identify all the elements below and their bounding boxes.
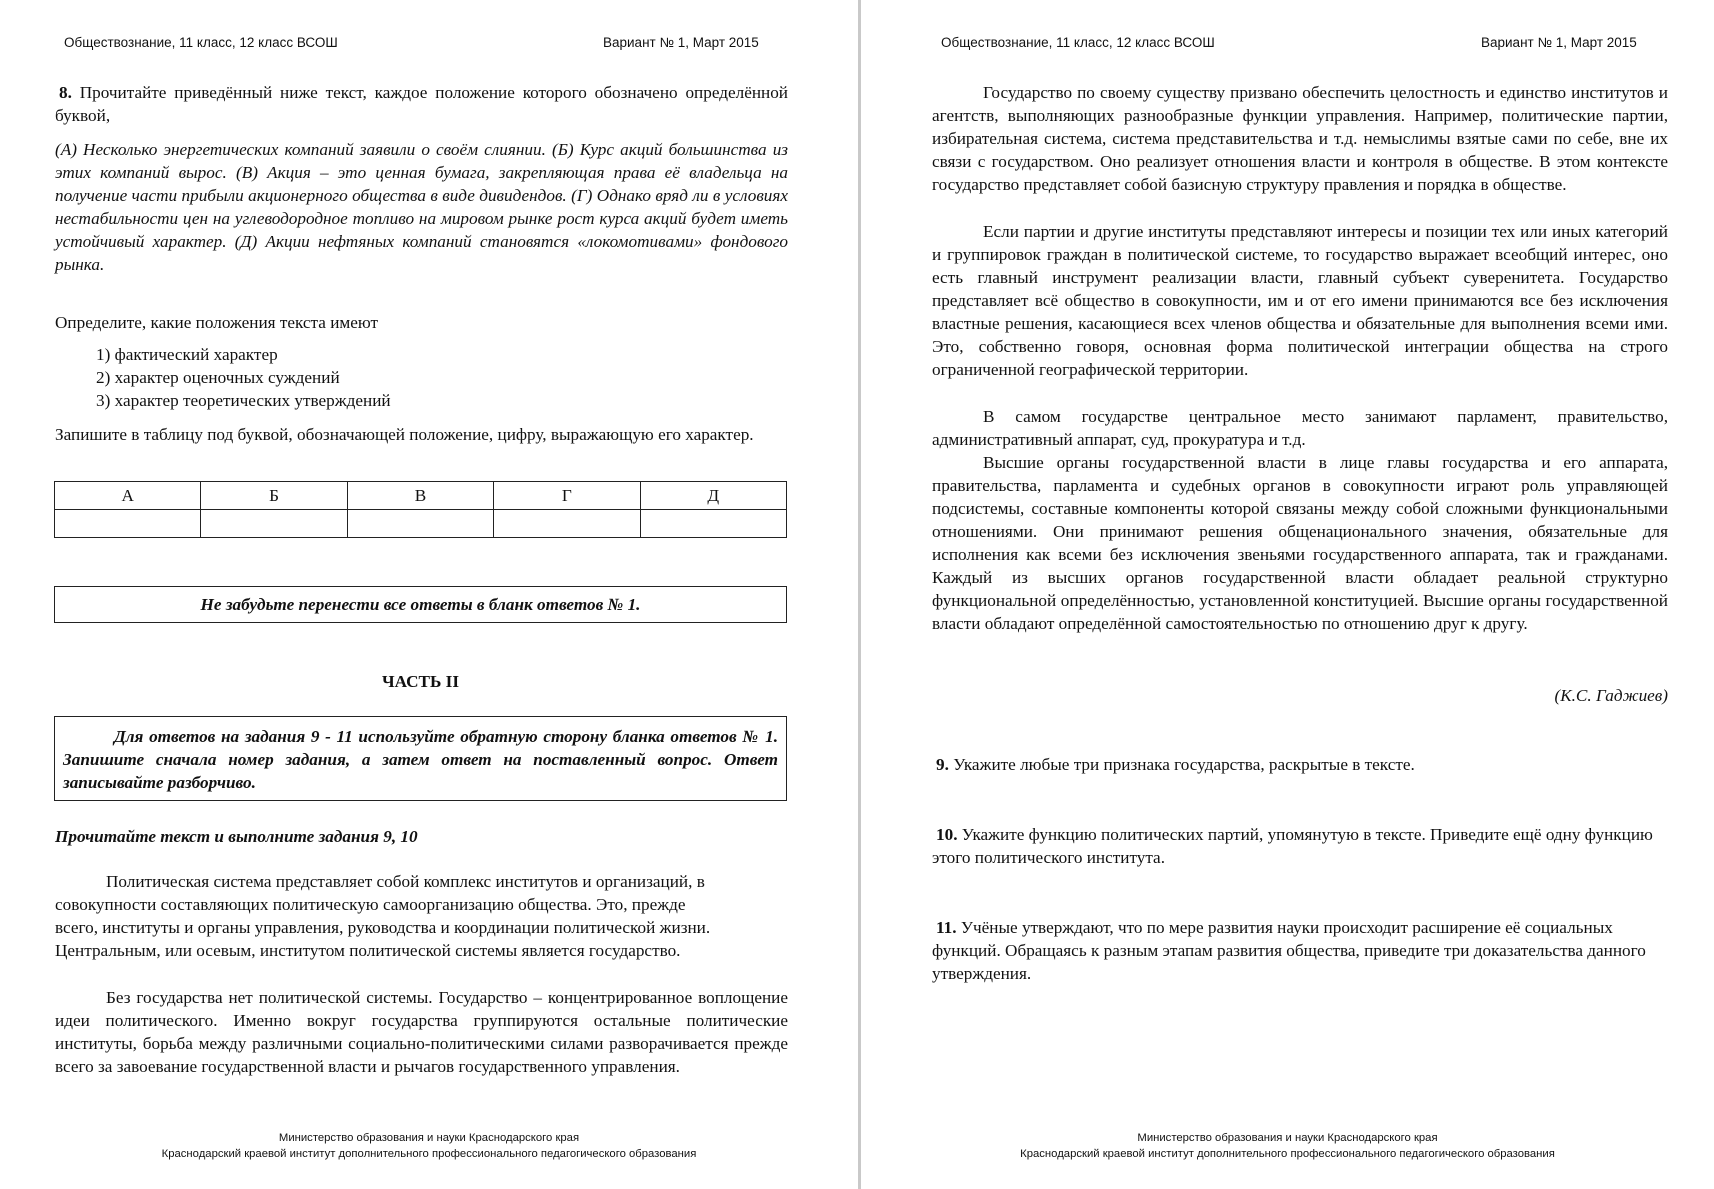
q9-text: Укажите любые три признака государства, раскрытые в тексте. [953, 755, 1415, 774]
answer-cell[interactable] [494, 510, 640, 538]
q8-option: 2) характер оценочных суждений [96, 368, 340, 387]
part-instruction: Для ответов на задания 9 - 11 используйте обратную сторону бланка ответов № 1. Запишите сначала номер задания, а затем ответ на поставленный вопрос. Ответ записывайте разборчиво. [63, 727, 778, 792]
q11-number: 11. [936, 918, 957, 937]
table-header-cell: В [347, 482, 493, 510]
q8-determine: Определите, какие положения текста имеют [55, 313, 379, 332]
header-subject: Обществознание, 11 класс, 12 класс ВСОШ [64, 35, 338, 50]
part-title: ЧАСТЬ II [381, 672, 460, 691]
q8-passage: (А) Несколько энергетических компаний заявили о своём слиянии. (Б) Курс акций большинства из этих компаний вырос. (В) Акция – это ценная бумага, закрепляющая права её владельца на получение части прибыли акционерного общества в виде дивидендов. (Г) Однако вряд ли в условиях нестабильности цен на углеводородное топливо на мировом рынке рост курса акций будет иметь устойчивый характер. (Д) Акции нефтяных компаний становятся «локомотивами» фондового рынка. [55, 140, 788, 274]
q10-text: Укажите функцию политических партий, упомянутую в тексте. Приведите ещё одну функцию этого политического института. [932, 825, 1653, 867]
q8-options [96, 343, 788, 412]
answer-cell[interactable] [347, 510, 493, 538]
text-paragraph-3: Государство по своему существу призвано обеспечить целостность и единство институтов и агентств, выполняющих разнообразные функции управления. Например, политические партии, избирательная система, система представительства и т.д. немыслимы взятые сами по себе, вне их связи с государством. Оно реализует отношения власти и контроля в обществе. В этом контексте государство представляет собой базисную структуру правления и порядка в обществе. [932, 83, 1668, 194]
table-header-cell: Г [494, 482, 640, 510]
q8-instruction: Запишите в таблицу под буквой, обозначающей положение, цифру, выражающую его характер. [55, 425, 754, 444]
table-header-cell: Б [201, 482, 347, 510]
q10-number: 10. [936, 825, 958, 844]
footer [0, 1130, 858, 1162]
reminder-box [54, 586, 787, 623]
answer-table-wrap [54, 481, 787, 538]
text-paragraph-4: Если партии и другие институты представляют интересы и позиции тех или иных категорий и группировок граждан в политической системе, то государство выражает всеобщий интерес, оно есть главный инструмент реализации власти, главный субъект суверенитета. Государство представляет всё общество в совокупности, им и от его имени принимаются все без исключения властные решения, касающиеся всех членов общества и обязательные для выполнения всеми ими. Это, собственно говоря, основная форма политической интеграции общества на строго ограниченной географической территории. [932, 222, 1668, 379]
footer-institute: Краснодарский краевой институт дополнительного профессионального педагогического образования [161, 1148, 697, 1160]
text-paragraph-5: В самом государстве центральное место занимают парламент, правительство, административный аппарат, суд, прокуратура и т.д. [932, 407, 1668, 449]
q10 [932, 823, 1668, 869]
answer-table-header [55, 482, 787, 510]
text-paragraph-6: Высшие органы государственной власти в лице главы государства и его аппарата, правительства, парламента и судебных органов в совокупности играют роль управляющей подсистемы, составные компоненты которой связаны между собой сложными функциональными отношениями. Они принимают решения общенационального значения, обязательные для исполнения как всеми без исключения звеньями государственного аппарата, так и гражданами. Каждый из высших органов государственной власти обладает реальной структурно функциональной определённостью, установленной конституцией. Высшие органы государственной власти обладают определённой самостоятельностью по отношению друг к другу. [932, 453, 1668, 633]
answer-cell[interactable] [640, 510, 786, 538]
q11-text: Учёные утверждают, что по мере развития науки происходит расширение её социальных функций. Обращаясь к разным этапам развития общества, приведите три доказательства данного утверждения. [932, 918, 1646, 983]
q11 [932, 916, 1668, 985]
page-right [861, 0, 1714, 1189]
footer-ministry: Министерство образования и науки Краснодарского края [1137, 1132, 1438, 1144]
q8-number: 8. [59, 83, 72, 102]
reminder-text: Не забудьте перенести все ответы в бланк ответов № 1. [200, 595, 641, 614]
footer-institute: Краснодарский краевой институт дополнительного профессионального педагогического образования [1020, 1148, 1555, 1160]
part-instruction-box [54, 716, 787, 801]
author-citation: (К.С. Гаджиев) [1554, 686, 1668, 705]
table-header-cell: А [55, 482, 201, 510]
header-variant: Вариант № 1, Март 2015 [1481, 35, 1637, 50]
q8-intro-text: Прочитайте приведённый ниже текст, каждое положение которого обозначено определённой буквой, [55, 83, 789, 125]
table-header-cell: Д [640, 482, 786, 510]
answer-cell[interactable] [55, 510, 201, 538]
text-paragraph-1: Политическая система представляет собой комплекс институтов и организаций, в совокупности составляющих политическую самоорганизацию общества. Это, прежде всего, институты и органы управления, руководства и координации политической жизни. Центральным, или осевым, институтом политической системы является государство. [55, 872, 711, 960]
q9-number: 9. [936, 755, 949, 774]
q8-intro [55, 81, 788, 127]
answer-table [54, 481, 787, 538]
read-heading: Прочитайте текст и выполните задания 9, 10 [55, 827, 418, 846]
answer-cell[interactable] [201, 510, 347, 538]
q8-option: 3) характер теоретических утверждений [96, 391, 391, 410]
answer-table-row [55, 510, 787, 538]
header-subject: Обществознание, 11 класс, 12 класс ВСОШ [941, 35, 1215, 50]
q8-option: 1) фактический характер [96, 345, 278, 364]
text-paragraph-2: Без государства нет политической системы. Государство – концентрированное воплощение идеи политического. Именно вокруг государства группируются остальные политические институты, борьба между различными социально-политическими силами разворачивается прежде всего за завоевание государственной власти и рычагов государственного управления. [55, 988, 788, 1076]
footer [861, 1130, 1714, 1162]
footer-ministry: Министерство образования и науки Краснодарского края [278, 1132, 580, 1144]
header-variant: Вариант № 1, Март 2015 [603, 35, 759, 50]
q9 [932, 753, 1668, 776]
